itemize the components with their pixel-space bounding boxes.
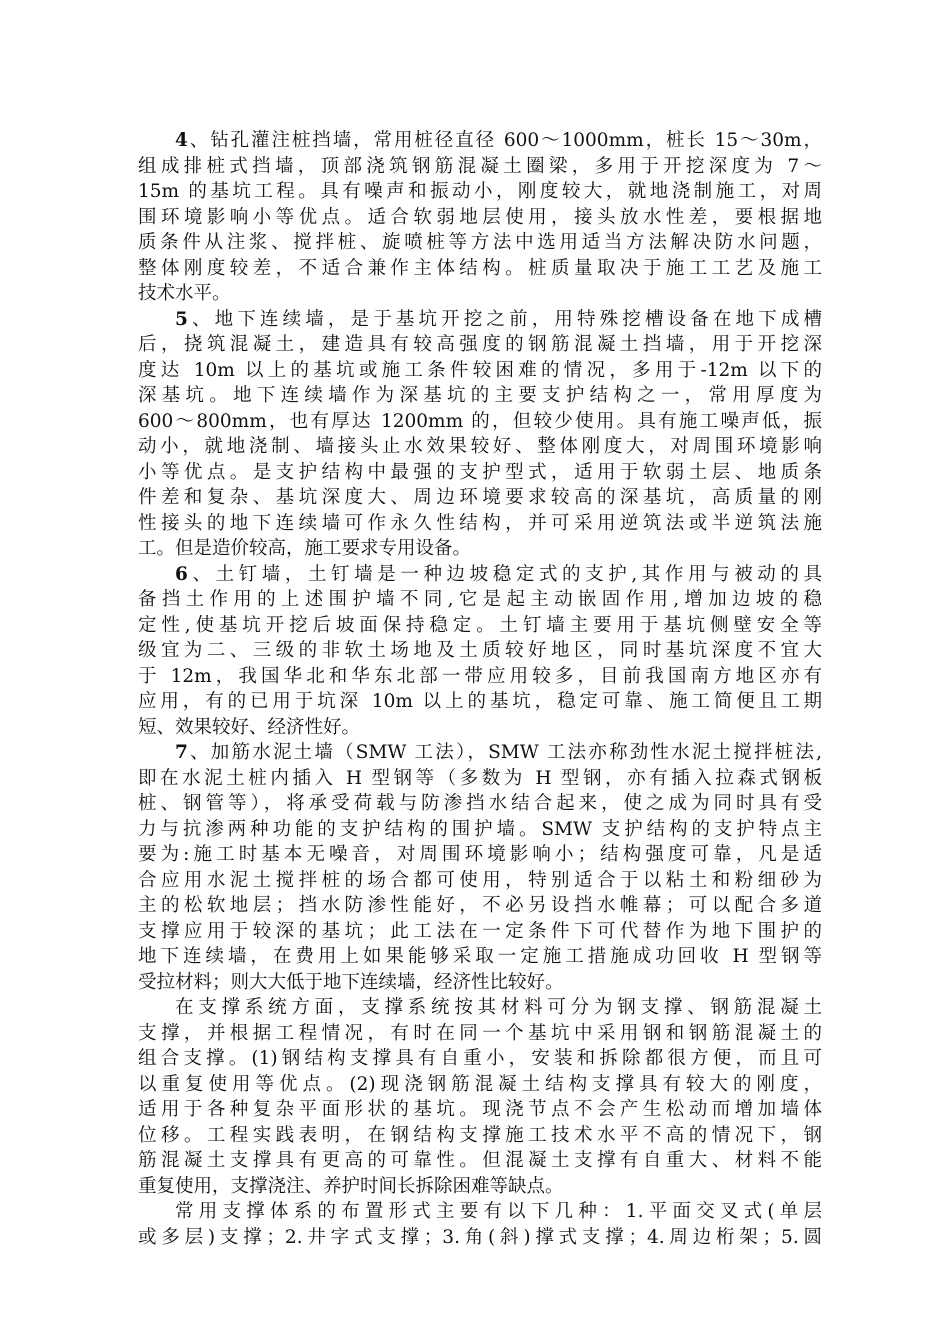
line-text: 支撑，并根据工程情况，有时在同一个基坑中采用钢和钢筋混凝土的 [138, 1022, 822, 1044]
line-text: 、土钉墙，土钉墙是一种边坡稳定式的支护,其作用与被动的具 [187, 563, 822, 585]
line-text: 位移。工程实践表明，在钢结构支撑施工技术水平不高的情况下，钢 [138, 1124, 822, 1146]
line-text: 桩、钢管等），将承受荷载与防渗挡水结合起来，使之成为同时具有受 [138, 793, 822, 814]
line-text: 于 12m，我国华北和华东北部一带应用较多，目前我国南方地区亦有 [138, 665, 822, 687]
line-text: 短、效果较好、经济性好。 [138, 716, 361, 738]
text-line [138, 154, 822, 180]
paragraph-item-7 [138, 740, 822, 995]
text-line [138, 613, 822, 639]
body-text [138, 128, 822, 1250]
line-text: 常用支撑体系的布置形式主要有以下几种：1.平面交叉式(单层 [175, 1201, 822, 1222]
line-text: 筋混凝土支撑具有更高的可靠性。但混凝土支撑有自重大、材料不能 [138, 1150, 822, 1171]
text-line [138, 842, 822, 868]
line-text: 后，挠筑混凝土，建造具有较高强度的钢筋混凝土挡墙，用于开挖深 [138, 334, 822, 355]
line-text: 地下连续墙，在费用上如果能够采取一定施工措施成功回收 H 型钢等 [138, 946, 822, 967]
text-line [138, 715, 822, 741]
text-line [138, 587, 822, 613]
text-line [138, 460, 822, 486]
line-text: 以重复使用等优点。(2)现浇钢筋混凝土结构支撑具有较大的刚度， [138, 1073, 822, 1095]
text-line [138, 536, 822, 562]
text-line [138, 919, 822, 945]
line-text: 在支撑系统方面，支撑系统按其材料可分为钢支撑、钢筋混凝土 [175, 997, 822, 1018]
line-text: 动小，就地浇制、墙接头止水效果较好、整体刚度大，对周围环境影响 [138, 436, 822, 457]
line-text: 要为:施工时基本无噪音，对周围环境影响小；结构强度可靠，凡是适 [138, 844, 822, 865]
text-line [138, 383, 822, 409]
item-number: 5 [175, 308, 188, 330]
text-line [138, 205, 822, 231]
line-text: 性接头的地下连续墙可作永久性结构，并可采用逆筑法或半逆筑法施 [138, 512, 822, 534]
text-line [138, 638, 822, 664]
text-line [138, 281, 822, 307]
line-text: 整体刚度较差，不适合兼作主体结构。桩质量取决于施工工艺及施工 [138, 257, 822, 279]
text-line [138, 868, 822, 894]
line-text: 组合支撑。(1)钢结构支撑具有自重小，安装和拆除都很方便，而且可 [138, 1048, 822, 1069]
text-line [138, 485, 822, 511]
line-text: 、钻孔灌注桩挡墙，常用桩径直径 600～1000mm，桩长 15～30m， [187, 130, 822, 151]
line-text: 支撑应用于较深的基坑；此工法在一定条件下可代替作为地下围护的 [138, 920, 822, 942]
text-line [138, 1148, 822, 1174]
line-text: 、加筋水泥土墙（SMW 工法），SMW 工法亦称劲性水泥土搅拌桩法, [187, 742, 822, 763]
text-line [138, 256, 822, 282]
line-text: 组成排桩式挡墙，顶部浇筑钢筋混凝土圈梁，多用于开挖深度为 7～ [138, 155, 822, 177]
line-text: 件差和复杂、基坑深度大、周边环境要求较高的深基坑，高质量的刚 [138, 487, 822, 508]
line-text: 受拉材料；则大大低于地下连续墙，经济性比较好。 [138, 971, 564, 993]
text-line [138, 307, 822, 333]
line-text: 或多层)支撑；2.井字式支撑；3.角(斜)撑式支撑；4.周边桁架；5.圆 [138, 1226, 822, 1248]
paragraph-item-4 [138, 128, 822, 307]
text-line [138, 1072, 822, 1098]
line-text: 重复使用，支撑浇注、养护时间长拆除困难等缺点。 [138, 1175, 564, 1197]
item-number: 4 [175, 130, 188, 151]
line-text: 、地下连续墙，是于基坑开挖之前，用特殊挖槽设备在地下成槽 [187, 308, 822, 330]
text-line [138, 1225, 822, 1251]
text-line [138, 179, 822, 205]
line-text: 工。但是造价较高，施工要求专用设备。 [138, 538, 472, 559]
text-line [138, 358, 822, 384]
text-line [138, 893, 822, 919]
line-text: 小等优点。是支护结构中最强的支护型式，适用于软弱土层、地质条 [138, 461, 822, 483]
line-text: 600～800mm，也有厚达 1200mm 的，但较少使用。具有施工噪声低，振 [138, 410, 822, 432]
paragraph-support-layout [138, 1199, 822, 1250]
text-line [138, 511, 822, 537]
text-line [138, 332, 822, 358]
paragraph-item-5 [138, 307, 822, 562]
line-text: 定性,使基坑开挖后坡面保持稳定。土钉墙主要用于基坑侧壁安全等 [138, 614, 822, 636]
line-text: 度达 10m 以上的基坑或施工条件较困难的情况，多用于-12m 以下的 [138, 359, 822, 381]
text-line [138, 562, 822, 588]
line-text: 力与抗渗两种功能的支护结构的围护墙。SMW 支护结构的支护特点主 [138, 818, 822, 840]
text-line [138, 970, 822, 996]
text-line [138, 409, 822, 435]
text-line [138, 995, 822, 1021]
paragraph-item-6 [138, 562, 822, 741]
line-text: 备挡土作用的上述围护墙不同,它是起主动嵌固作用,增加边坡的稳 [138, 589, 822, 610]
line-text: 主的松软地层；挡水防渗性能好，不必另设挡水帷幕；可以配合多道 [138, 895, 822, 916]
line-text: 合应用水泥土搅拌桩的场合都可使用，特别适合于以粘土和粉细砂为 [138, 869, 822, 891]
line-text: 深基坑。地下连续墙作为深基坑的主要支护结构之一，常用厚度为 [138, 385, 822, 406]
text-line [138, 664, 822, 690]
line-text: 15m 的基坑工程。具有噪声和振动小，刚度较大，就地浇制施工，对周 [138, 181, 822, 202]
text-line [138, 1097, 822, 1123]
item-number: 6 [175, 563, 188, 585]
paragraph-support-system [138, 995, 822, 1199]
text-line [138, 128, 822, 154]
text-line [138, 434, 822, 460]
text-line [138, 230, 822, 256]
text-line [138, 1199, 822, 1225]
text-line [138, 740, 822, 766]
text-line [138, 1123, 822, 1149]
line-text: 即在水泥土桩内插入 H 型钢等（多数为 H 型钢，亦有插入拉森式钢板 [138, 767, 822, 789]
line-text: 级宜为二、三级的非软土场地及土质较好地区，同时基坑深度不宜大 [138, 640, 822, 661]
line-text: 质条件从注浆、搅拌桩、旋喷桩等方法中选用适当方法解决防水问题， [138, 232, 822, 253]
text-line [138, 817, 822, 843]
item-number: 7 [175, 742, 188, 763]
text-line [138, 1046, 822, 1072]
line-text: 应用，有的已用于坑深 10m 以上的基坑，稳定可靠、施工简便且工期 [138, 691, 822, 712]
text-line [138, 944, 822, 970]
text-line [138, 689, 822, 715]
line-text: 适用于各种复杂平面形状的基坑。现浇节点不会产生松动而增加墙体 [138, 1099, 822, 1120]
line-text: 技术水平。 [138, 283, 231, 304]
line-text: 围环境影响小等优点。适合软弱地层使用，接头放水性差，要根据地 [138, 206, 822, 228]
text-line [138, 791, 822, 817]
text-line [138, 1021, 822, 1047]
text-line [138, 1174, 822, 1200]
text-line [138, 766, 822, 792]
